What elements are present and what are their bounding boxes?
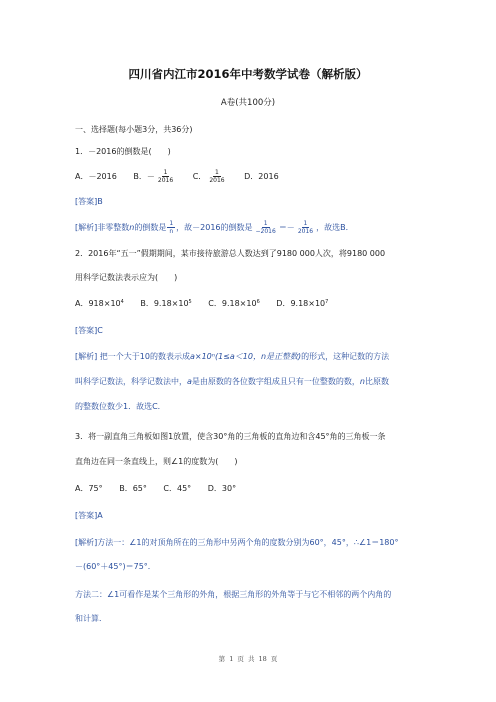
document-title: 四川省内江市2016年中考数学试卷（解析版） [128, 67, 368, 81]
q2-explanation-line-1: [解析] 把一个大于10的数表示成a×10ⁿ(1≤a＜10，n是正整数)的形式，这种记数的方法 [75, 352, 390, 361]
q2-option-d: D．$9.18\times 10^7$ [276, 299, 329, 308]
q1-stem: 1．－2016的倒数是( ) [75, 147, 171, 156]
q2-stem-line-1: 2．2016年“五一”假期期间，某市接待旅游总人数达到了9180 000人次，将9180 000 [75, 249, 386, 258]
fraction: $\frac{1}{-2016}$ [255, 220, 276, 235]
q3-explanation-line-4: 和计算． [75, 614, 107, 623]
q2-option-b: B．$9.18\times 10^5$ [140, 299, 192, 308]
q3-options [75, 483, 236, 494]
q1-option-b: B．－ $\frac{1}{2016}$ [133, 169, 174, 184]
q3-answer: [答案]A [75, 511, 103, 520]
q3-explanation-line-3: 方法二：∠1可看作是某个三角形的外角，根据三角形的外角等于与它不相邻的两个内角的 [75, 590, 392, 599]
q1-option-d: D．2016 [244, 172, 279, 181]
q3-option-d: D．30° [207, 484, 237, 493]
fraction: $\frac{1}{2016}$ [297, 220, 314, 235]
q3-option-a: A．75° [75, 484, 103, 493]
q2-answer: [答案]C [75, 326, 103, 335]
q1-explanation: [解析]非零整数n的倒数是 $\frac{1}{n}$ ，故－2016的倒数是 $\frac{1}{-2016}$ ＝－ $\frac{1}{2016}$ ，故选B． [75, 220, 354, 235]
q2-explanation-line-2: 叫科学记数法，科学记数法中，a是由原数的各位数字组成且只有一位整数的数，n比原数 [75, 377, 389, 386]
q2-explanation-line-3: 的整数位数少1．故选C． [75, 402, 166, 411]
q3-explanation-line-1: [解析]方法一：∠1的对顶角所在的三角形中另两个角的度数分别为60°，45°，∴∠1＝180° [75, 538, 399, 547]
q3-stem-line-1: 3．将一副直角三角板如图1放置，使含30°角的三角板的直角边和含45°角的三角板一条 [75, 432, 386, 441]
q1-option-a: A．－2016 [75, 172, 117, 181]
section-heading: 一、选择题(每小题3分，共36分) [75, 125, 193, 134]
fraction: $\frac{1}{2016}$ [209, 169, 225, 184]
q1-options [75, 169, 279, 184]
q3-explanation-line-2: －(60°＋45°)＝75°． [75, 562, 156, 571]
fraction: $\frac{1}{2016}$ [157, 169, 174, 184]
q1-answer: [答案]B [75, 197, 103, 206]
q2-option-a: A．$918\times 10^4$ [75, 299, 124, 308]
q3-option-c: C．45° [163, 484, 192, 493]
document-subtitle: A卷(共100分) [220, 98, 276, 108]
q2-options [75, 298, 328, 309]
q3-option-b: B．65° [119, 484, 147, 493]
page-footer: 第 1 页 共 18 页 [218, 655, 278, 663]
q1-option-c: C． $\frac{1}{2016}$ [192, 169, 225, 184]
q2-option-c: C．$9.18\times 10^6$ [208, 299, 260, 308]
fraction: $\frac{1}{n}$ [169, 220, 174, 235]
q3-stem-line-2: 直角边在同一条直线上，则∠1的度数为( ) [75, 457, 238, 466]
q2-stem-line-2: 用科学记数法表示应为( ) [75, 273, 178, 282]
